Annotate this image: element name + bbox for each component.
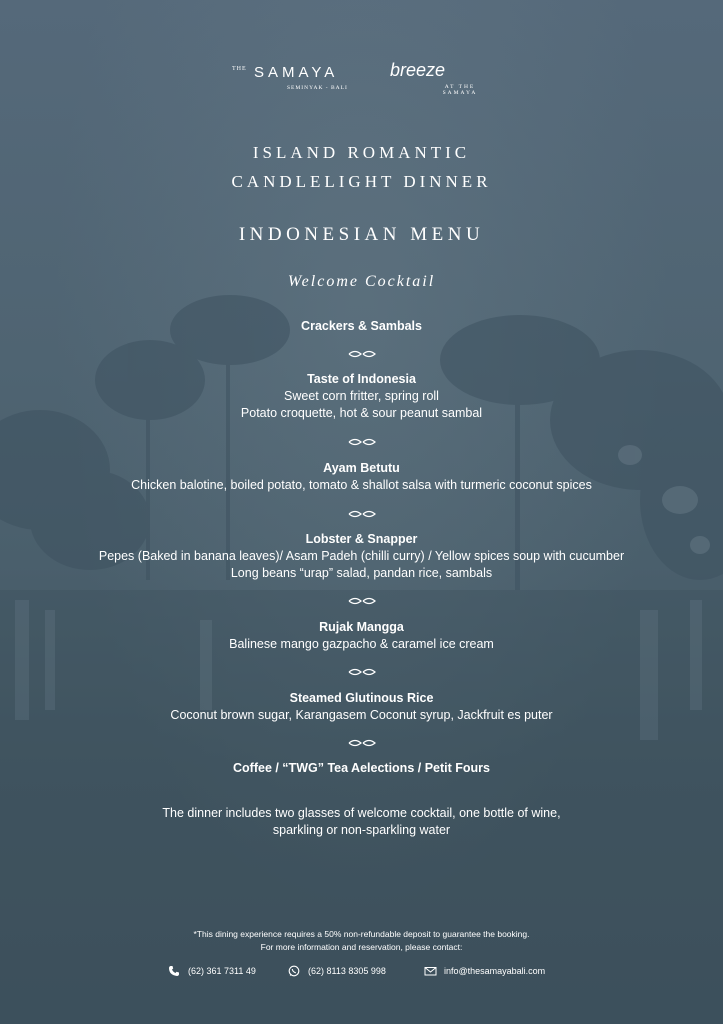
course-description: Potato croquette, hot & sour peanut sambal [240,406,483,420]
course-coffee-tea [0,760,723,777]
contact-email[interactable] [424,964,564,978]
contact-whatsapp[interactable] [288,964,408,978]
welcome-heading: Welcome Cocktail [287,273,436,290]
ornament-divider-icon [347,596,377,606]
deposit-note [0,928,723,954]
title-line-2: CANDLELIGHT DINNER [231,172,492,191]
deposit-note-line-1: *This dining experience requires a 50% non-refundable deposit to guarantee the booking. [193,929,530,939]
course-name: Taste of Indonesia [307,372,416,386]
samaya-logo-location: SEMINYAK - BALI [287,85,348,91]
ornament-divider-icon [347,509,377,519]
course-description: Balinese mango gazpacho & caramel ice cream [229,637,494,651]
inclusion-note-line-2: sparkling or non-sparkling water [272,823,451,837]
course-description: Pepes (Baked in banana leaves)/ Asam Padeh (chilli curry) / Yellow spices soup with cucumber [98,549,625,563]
phone-icon [168,965,180,977]
deposit-note-line-2: For more information and reservation, please contact: [260,942,463,952]
email-icon [424,965,437,977]
inclusion-note [0,805,723,839]
course-name: Lobster & Snapper [305,532,418,546]
course-name: Steamed Glutinous Rice [289,691,434,705]
ornament-divider-icon [347,738,377,748]
course-description: Long beans “urap” salad, pandan rice, sambals [230,566,493,580]
course-name: Coffee / “TWG” Tea Aelections / Petit Fours [233,761,490,775]
whatsapp-number[interactable]: (62) 8113 8305 998 [308,966,386,976]
ornament-divider-icon [347,437,377,447]
course-rujak-mangga [0,619,723,653]
contact-phone[interactable] [168,964,278,978]
course-ayam-betutu [0,460,723,494]
samaya-logo [232,62,367,94]
breeze-logo [390,62,490,94]
email-address[interactable]: info@thesamayabali.com [444,966,546,976]
phone-number[interactable]: (62) 361 7311 49 [188,966,256,976]
course-description: Sweet corn fritter, spring roll [284,389,439,403]
samaya-logo-prefix: THE [232,66,247,72]
course-name: Rujak Mangga [319,620,404,634]
course-lobster-snapper [0,531,723,582]
course-description: Coconut brown sugar, Karangasem Coconut syrup, Jackfruit es puter [170,708,553,722]
ornament-divider-icon [347,349,377,359]
breeze-logo-sub: AT THE SAMAYA [442,84,478,96]
ornament-divider-icon [347,667,377,677]
title-line-1: ISLAND ROMANTIC [252,143,471,162]
course-crackers [0,318,723,335]
whatsapp-icon [288,965,300,977]
course-description: Chicken balotine, boiled potato, tomato & shallot salsa with turmeric coconut spices [131,478,592,492]
course-steamed-glutinous-rice [0,690,723,724]
samaya-logo-name: SAMAYA [254,64,339,81]
course-name: Crackers & Sambals [301,319,422,333]
course-name: Ayam Betutu [323,461,400,475]
breeze-logo-name: breeze [390,60,446,80]
inclusion-note-line-1: The dinner includes two glasses of welcome cocktail, one bottle of wine, [162,806,561,820]
menu-type-heading: INDONESIAN MENU [238,224,485,245]
logo-bar [0,62,723,102]
course-taste-of-indonesia [0,371,723,422]
